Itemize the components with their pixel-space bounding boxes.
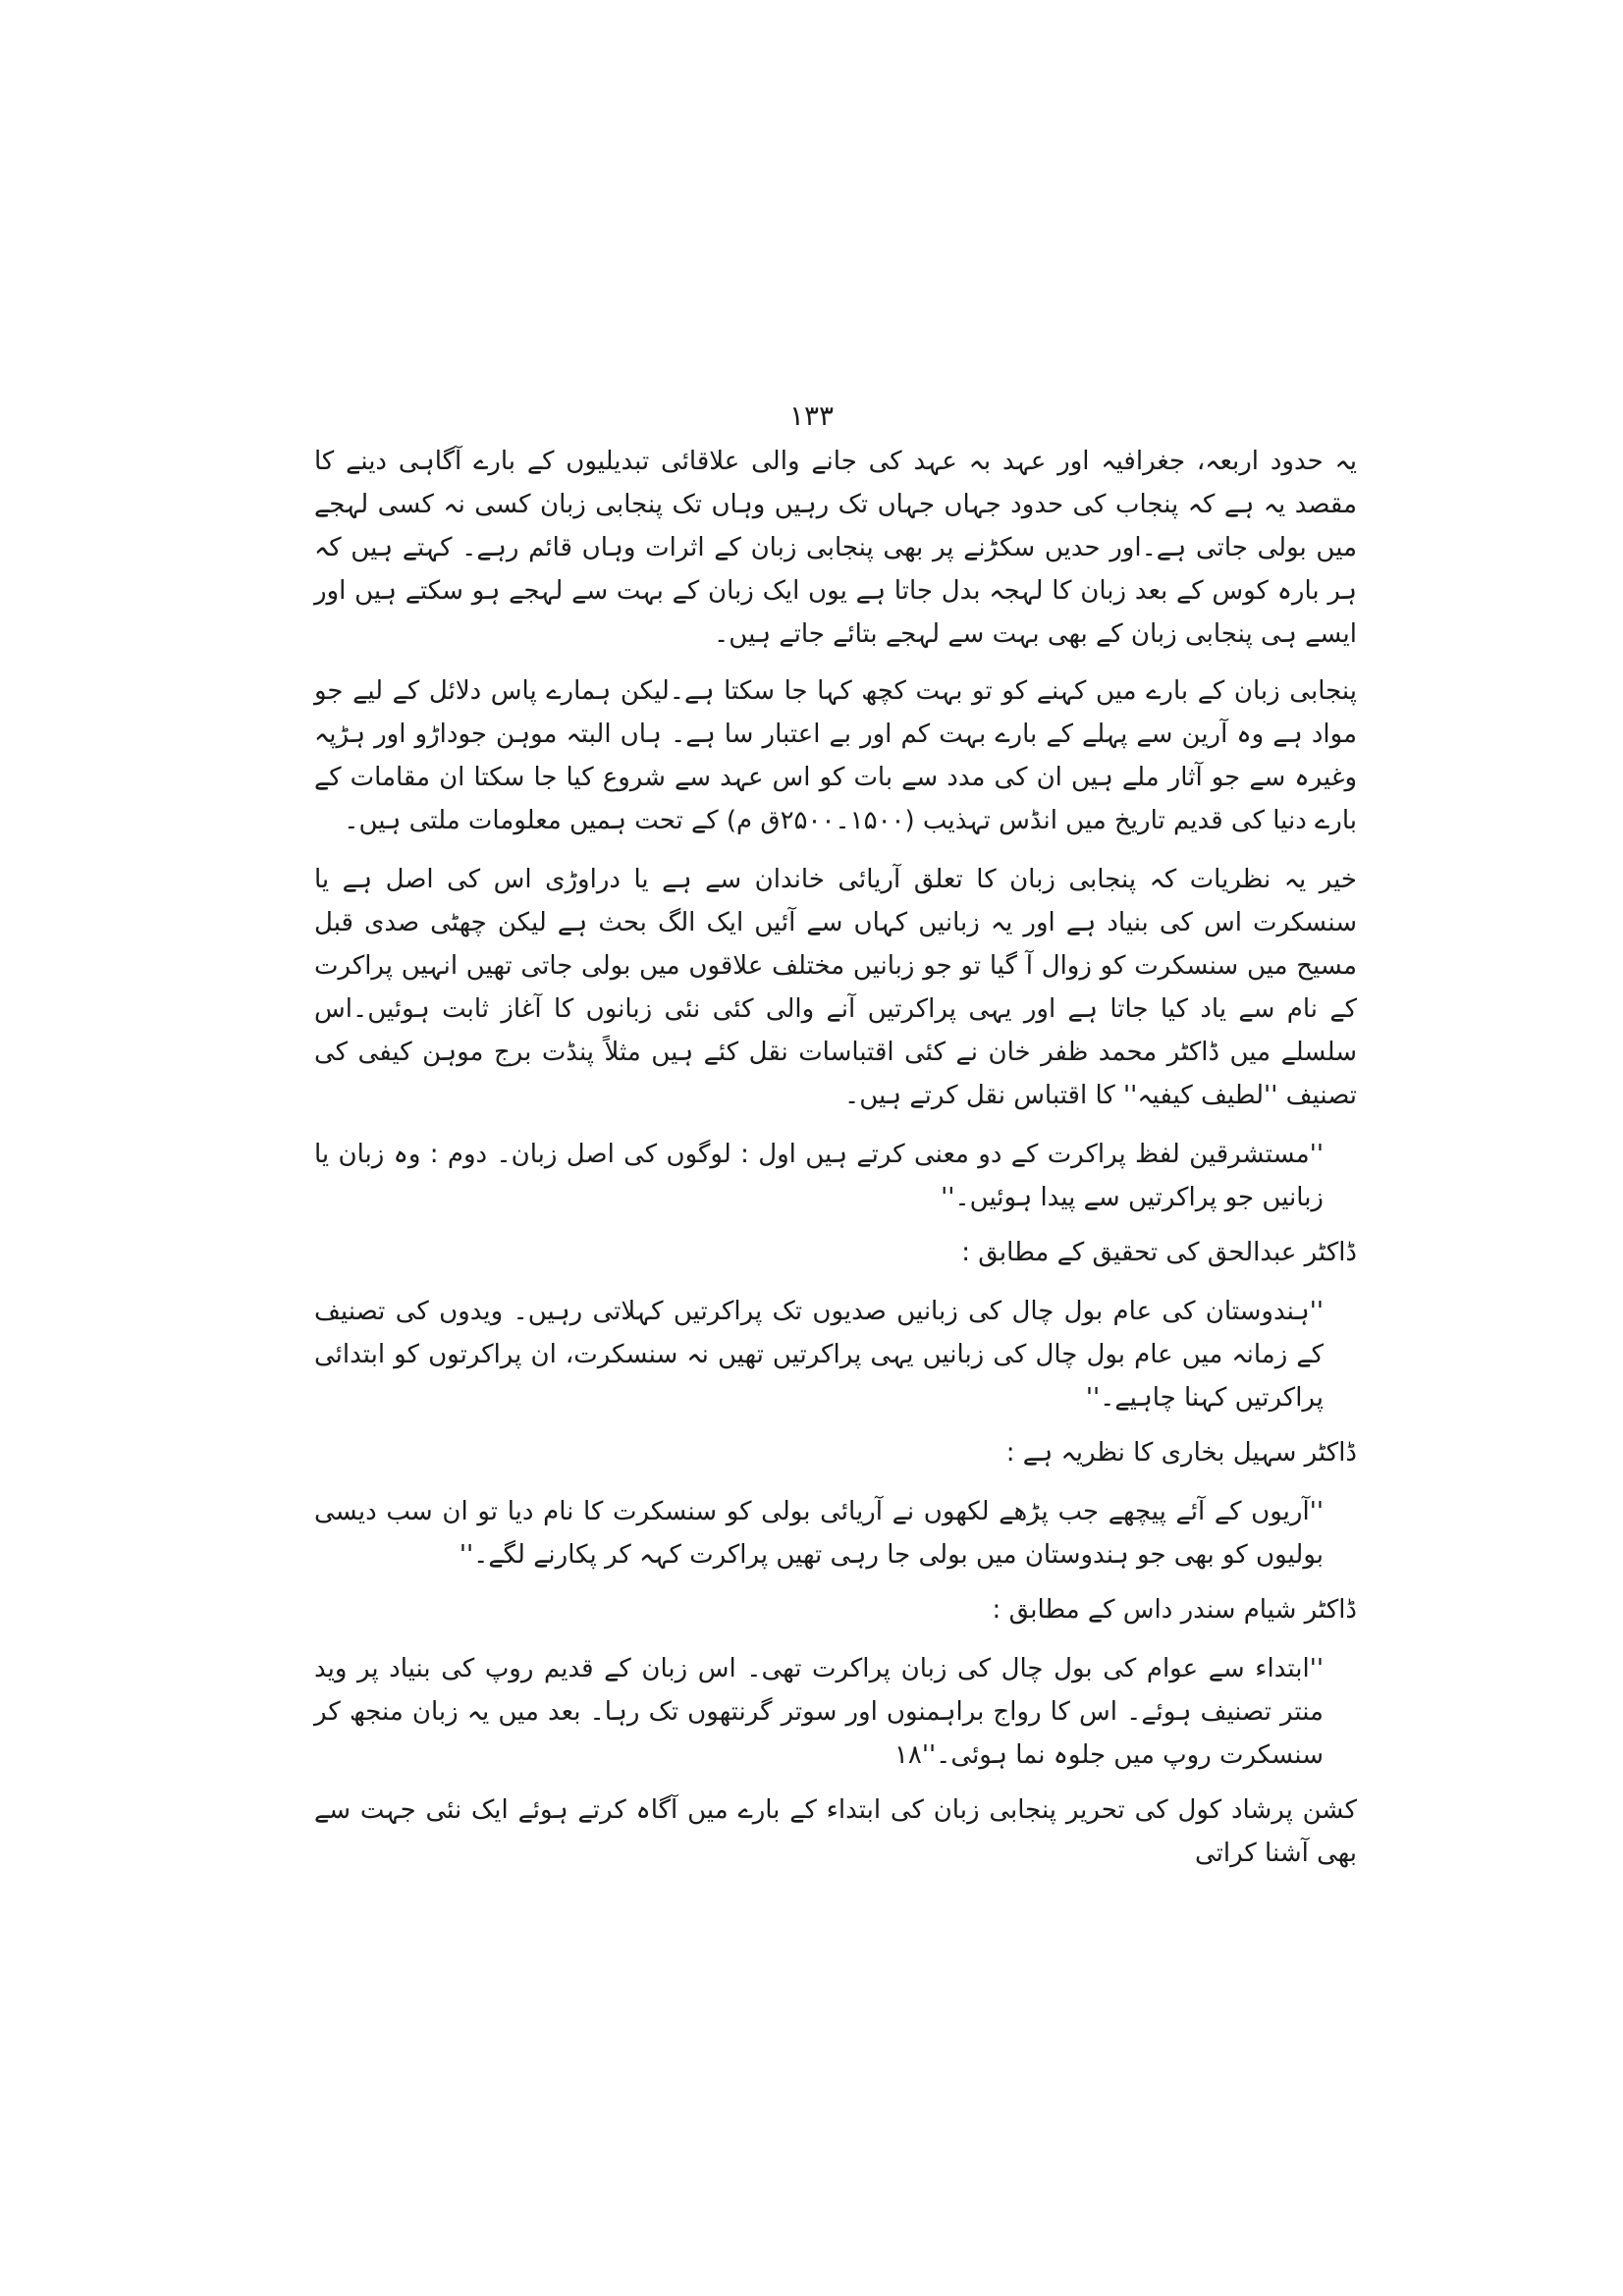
- body-text: [314, 440, 1357, 1891]
- paragraph-4: کشن پرشاد کول کی تحریر پنجابی زبان کی ابتداء کے بارے میں آگاہ کرتے ہوئے ایک نئی جہت سے بھی آشنا کراتی: [314, 1795, 1357, 1868]
- quote-sohail-bukhari: ''آریوں کے آئے پیچھے جب پڑھے لکھوں نے آریائی بولی کو سنسکرت کا نام دیا تو ان سب دیسی بولیوں کو بھی جو ہندوستان میں بولی جا رہی تھیں پراکرت کہہ کر پکارنے لگے۔'': [314, 1497, 1324, 1570]
- paragraph-3: خیر یہ نظریات کہ پنجابی زبان کا تعلق آریائی خاندان سے ہے یا دراوڑی اس کی اصل ہے یا سنسکرت اس کی بنیاد ہے اور یہ زبانیں کہاں سے آئیں ایک الگ بحث ہے لیکن چھٹی صدی قبل مسیح میں سنسکرت کو زوال آ گیا تو جو زبانیں مختلف علاقوں میں بولی جاتی تھیں انہیں پراکرت کے نام سے یاد کیا جاتا ہے اور یہی پراکرتیں آنے والی کئی نئی زبانوں کا آغاز ثابت ہوئیں۔اس سلسلے میں ڈاکٹر محمد ظفر خان نے کئی اقتباسات نقل کئے ہیں مثلاً پنڈت برج موہن کیفی کی تصنیف ''لطیف کیفیہ'' کا اقتباس نقل کرتے ہیں۔: [314, 865, 1357, 1110]
- attribution-abdul-haq: ڈاکٹر عبدالحق کی تحقیق کے مطابق :: [961, 1238, 1357, 1267]
- attribution-shyam-sundar-das: ڈاکٹر شیام سندر داس کے مطابق :: [992, 1595, 1357, 1625]
- quote-abdul-haq: ''ہندوستان کی عام بول چال کی زبانیں صدیوں تک پراکرتیں کہلاتی رہیں۔ ویدوں کی تصنیف کے زمانہ میں عام بول چال کی زبانیں یہی پراکرتیں تھیں نہ سنسکرت، ان پراکرتوں کو ابتدائی پراکرتیں کہنا چاہیے۔'': [314, 1297, 1324, 1413]
- paragraph-1: یہ حدود اربعہ، جغرافیہ اور عہد بہ عہد کی جانے والی علاقائی تبدیلیوں کے بارے آگاہی دینے کا مقصد یہ ہے کہ پنجاب کی حدود جہاں جہاں تک رہیں وہاں تک پنجابی زبان کسی نہ کسی لہجے میں بولی جاتی ہے۔اور حدیں سکڑنے پر بھی پنجابی زبان کے اثرات وہاں قائم رہے۔ کہتے ہیں کہ ہر بارہ کوس کے بعد زبان کا لہجہ بدل جاتا ہے یوں ایک زبان کے بہت سے لہجے ہو سکتے ہیں اور ایسے ہی پنجابی زبان کے بھی بہت سے لہجے بتائے جاتے ہیں۔: [314, 447, 1357, 649]
- paragraph-2: پنجابی زبان کے بارے میں کہنے کو تو بہت کچھ کہا جا سکتا ہے۔لیکن ہمارے پاس دلائل کے لیے جو مواد ہے وہ آرین سے پہلے کے بارے بہت کم اور بے اعتبار سا ہے۔ ہاں البتہ موہن جوداڑو اور ہڑپہ وغیرہ سے جو آثار ملے ہیں ان کی مدد سے بات کو اس عہد سے شروع کیا جا سکتا ان مقامات کے بارے دنیا کی قدیم تاریخ میں انڈس تہذیب (۱۵۰۰۔۲۵۰۰ق م) کے تحت ہمیں معلومات ملتی ہیں۔: [314, 676, 1357, 835]
- attribution-sohail-bukhari: ڈاکٹر سہیل بخاری کا نظریہ ہے :: [1005, 1438, 1357, 1468]
- quote-shyam-sundar-das: ''ابتداء سے عوام کی بول چال کی زبان پراکرت تھی۔ اس زبان کے قدیم روپ کی بنیاد پر وید منتر تصنیف ہوئے۔ اس کا رواج براہمنوں اور سوتر گرنتھوں تک رہا۔ بعد میں یہ زبان منجھ کر سنسکرت روپ میں جلوہ نما ہوئی۔''۱۸: [314, 1654, 1324, 1770]
- page-number: ۱۳۳: [788, 400, 835, 432]
- quote-orientalists: ''مستشرقین لفظ پراکرت کے دو معنی کرتے ہیں اول : لوگوں کی اصل زبان۔ دوم : وہ زبان یا زبانیں جو پراکرتیں سے پیدا ہوئیں۔'': [314, 1140, 1324, 1212]
